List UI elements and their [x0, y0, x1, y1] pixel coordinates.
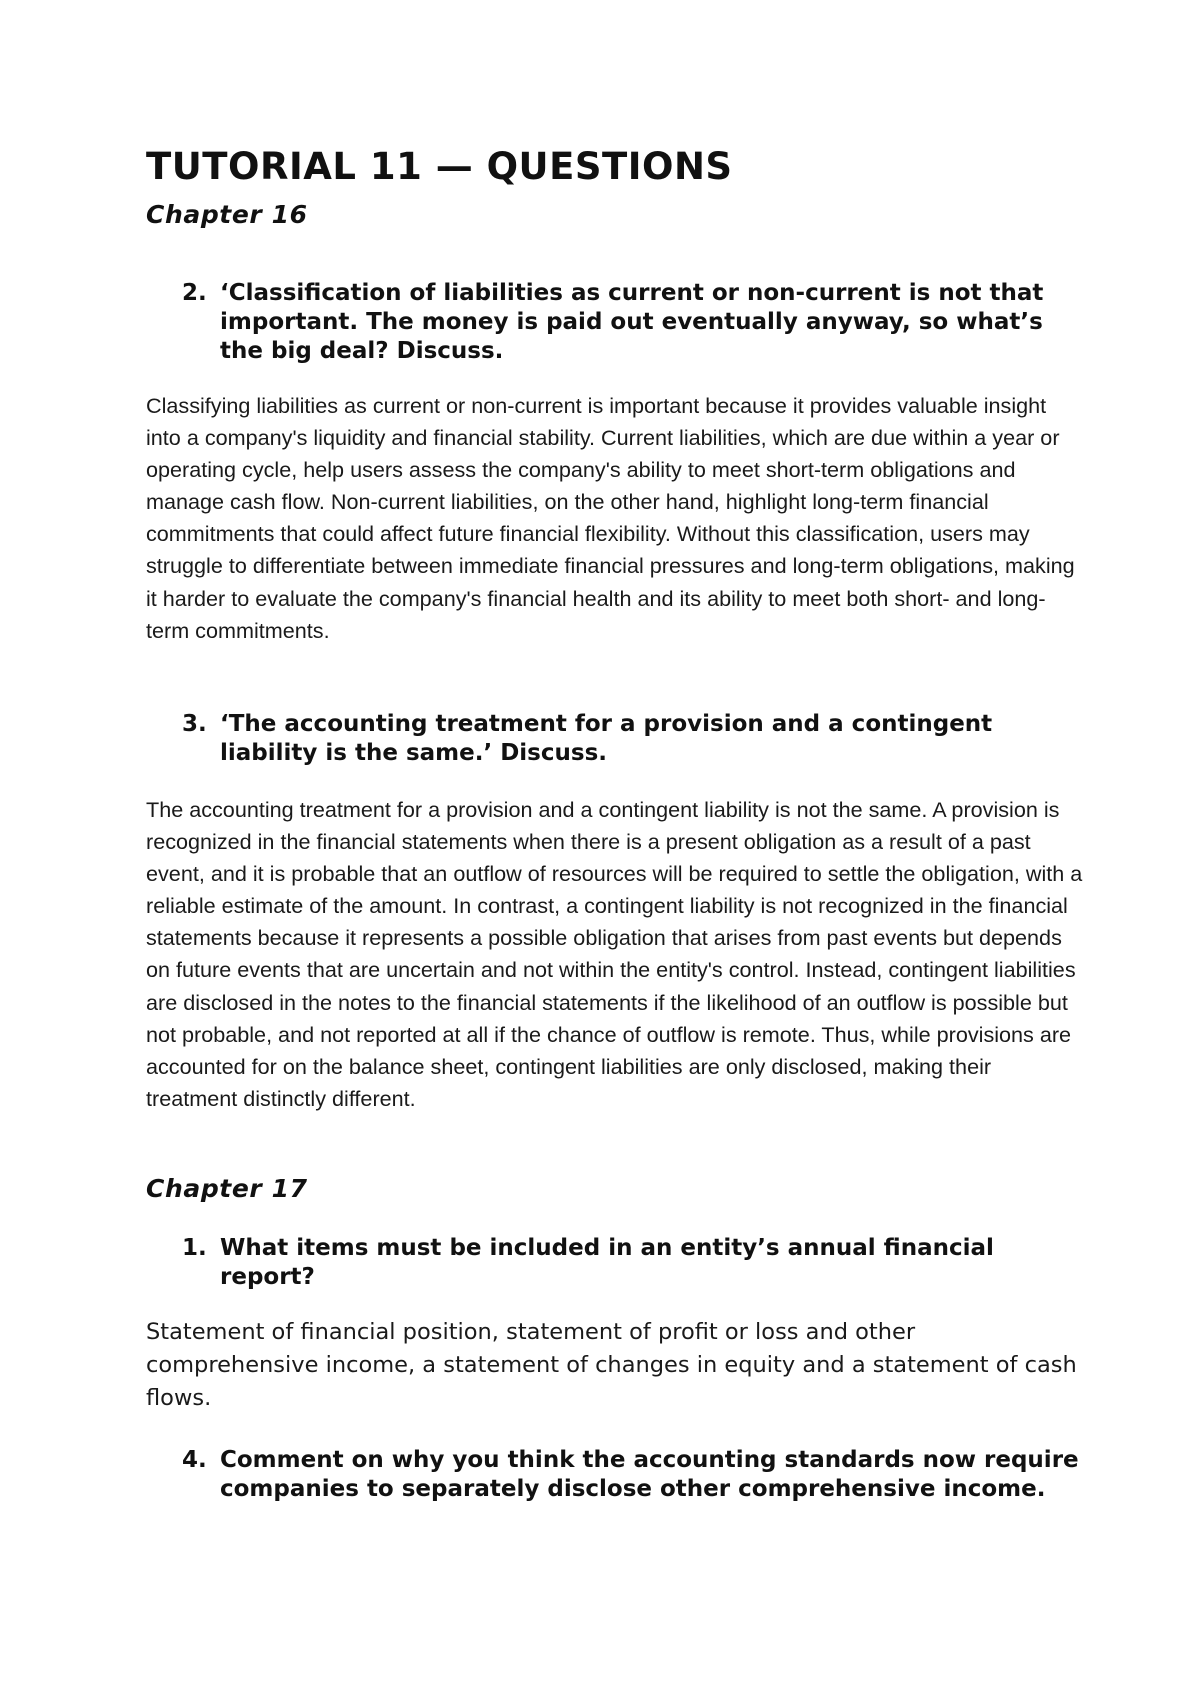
answer-ch16-2: Classifying liabilities as current or non-current is important because it provides valuable insight into a company's liquidity and financial stability. Current liabilities, which are due within a year or operating cycle, help users assess the company's ability to meet short-term obligations and manage cash flow. Non-current liabilities, on the other hand, highlight long-term financial commitments that could affect future financial flexibility. Without this classification, users may struggle to differentiate between immediate financial pressures and long-term obligations, making it harder to evaluate the company's financial health and its ability to meet both short- and long-term commitments.	[146, 393, 1075, 643]
question-number: 3.	[182, 711, 207, 737]
answer-ch16-3: The accounting treatment for a provision and a contingent liability is not the same. A provision is recognized in the financial statements when there is a present obligation as a result of a past event, and it is probable that an outflow of resources will be required to settle the obligation, with a reliable estimate of the amount. In contrast, a contingent liability is not recognized in the financial statements because it represents a possible obligation that arises from past events but depends on future events that are uncertain and not within the entity's control. Instead, contingent liabilities are disclosed in the notes to the financial statements if the likelihood of an outflow is possible but not probable, and not reported at all if the chance of outflow is remote. Thus, while provisions are accounted for on the balance sheet, contingent liabilities are only disclosed, making their treatment distinctly different.	[146, 797, 1083, 1111]
question-ch17-1	[182, 1234, 1082, 1292]
question-text: What items must be included in an entity’s annual financial report?	[220, 1235, 994, 1290]
question-number: 2.	[182, 280, 207, 306]
question-ch16-2	[182, 279, 1082, 366]
question-number: 1.	[182, 1235, 207, 1261]
question-ch17-4	[182, 1446, 1082, 1504]
page-title: TUTORIAL 11 — QUESTIONS	[146, 145, 733, 188]
question-text: Comment on why you think the accounting standards now require companies to separately disclose other comprehensive income.	[220, 1447, 1079, 1502]
question-text: ‘Classification of liabilities as current or non-current is not that important. The money is paid out eventually anyway, so what’s the big deal? Discuss.	[220, 280, 1044, 364]
question-number: 4.	[182, 1447, 207, 1473]
question-text: ‘The accounting treatment for a provision and a contingent liability is the same.’ Discuss.	[220, 711, 993, 766]
chapter-16-heading: Chapter 16	[146, 200, 308, 229]
chapter-17-heading: Chapter 17	[146, 1174, 308, 1203]
answer-ch17-1: Statement of financial position, statement of profit or loss and other comprehensive income, a statement of changes in equity and a statement of cash flows.	[146, 1319, 1077, 1411]
question-ch16-3	[182, 710, 1082, 768]
